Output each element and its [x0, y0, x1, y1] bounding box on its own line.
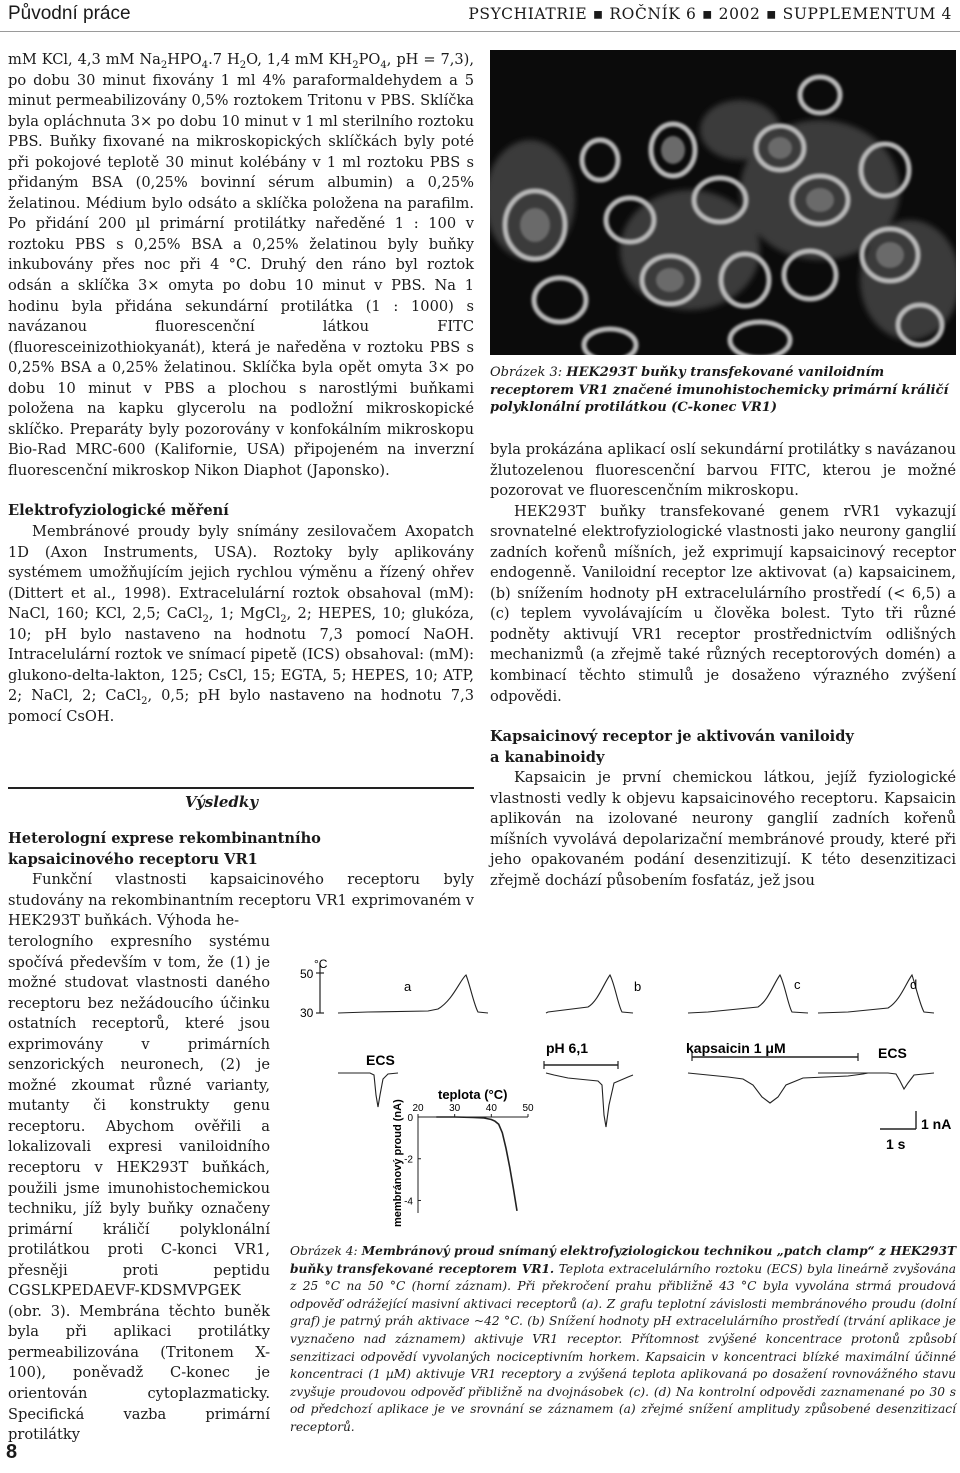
- figure3-caption: [490, 364, 956, 417]
- left-column-results: [8, 829, 474, 932]
- results-paragraph-1: Funkční vlastnosti kapsaicinového receptoru byly studovány na rekombinantním receptoru VR1 exprimovaném v HEK293T buňkách. Výhoda he-: [8, 871, 474, 930]
- heading-kapsaicinovy-1: Kapsaicinový receptor je aktivován vaniloidy: [490, 728, 854, 746]
- heading-elektrofyziologie: Elektrofyziologické měření: [8, 502, 229, 520]
- right-paragraph-2: HEK293T buňky transfekované genem rVR1 vykazují srovnatelné elektrofyziologické vlastnosti jako neurony ganglií zadních kořenů míšních, jež exprimují kapsaicinový receptor endogenně. Vaniloidní receptor lze aktivovat (a) kapsaicinem, (b) snížením hodnoty pH extracelulárního prostředí (< 6,5) a (c) teplem vyvolávajícím u člověka bolest. Tyto tři různé podněty aktivují VR1 receptor prostřednictvím odlišných mechanizmů (a zřejmě také různých receptorových domén) a kombinací těchto stimulů je dosaženo výrazného zvýšení odpovědi.: [490, 502, 956, 705]
- right-paragraph-1: byla prokázána aplikací oslí sekundární protilátky s navázanou žlutozelenou fluorescenční barvou FITC, kterou je možné pozorovat ve fluorescenčním mikroskopu.: [490, 441, 956, 500]
- heading-heterologni-1: Heterologní exprese rekombinantního: [8, 830, 321, 847]
- heading-kapsaicinovy-2: a kanabinoidy: [490, 748, 605, 766]
- inset-xtick-label-1: 30: [449, 1103, 461, 1114]
- current-trace-c: [688, 1073, 868, 1103]
- heading-heterologni-2: kapsaicinového receptoru VR1: [8, 850, 258, 868]
- figure3-caption-label: Obrázek 3:: [490, 365, 563, 380]
- figure4-caption-label: Obrázek 4:: [290, 1244, 358, 1258]
- inset-series-line-0: [436, 1117, 517, 1211]
- scale-label-time: 1 s: [886, 1136, 906, 1152]
- inset-xtick-label-2: 40: [485, 1103, 497, 1114]
- inset-ytick-label-0: 0: [407, 1113, 413, 1124]
- label-ecs-2: ECS: [878, 1045, 907, 1061]
- header-divider: [0, 31, 960, 32]
- label-ecs-1: ECS: [366, 1052, 395, 1068]
- temp-trace-b: [546, 975, 633, 1013]
- methods-paragraph: mM KCl, 4,3 mM $Na_2HPO_4.7$ $H_2O$, 1,4 mM $KH_2PO_4$, pH = 7,3), po dobu 30 minut fixovány 1 ml 4% paraformaldehydem a 5 minut permeabilizovány 0,5% roztokem Tritonu v PBS. Sklíčka byla opláchnuta 3× po dobu 10 minut v 1 ml sterilního roztoku PBS. Buňky fixované na mikroskopických sklíčkách byly poté při pokojové teplotě 30 minut kolébány v 1 ml roztoku PBS s přidaným BSA (0,25% bovinní sérum albumin) a 0,25% želatinou. Médium bylo odsáto a sklíčka položena na parafilm. Po přidání 200 µl primární protilátky naředěné 1 : 100 v roztoku PBS s 0,25% BSA a 0,25% želatinou byly buňky inkubovány přes noc při 4 °C. Druhý den ráno byl roztok odsán a sklíčka 3× omyta po dobu 10 minut v PBS. Na 1 hodinu byla přidána sekundární protilátka (1 : 1000) s navázanou fluorescenční látkou FITC (fluoresceinizothiokyanát), která je naředěna v roztoku PBS s 0,25% BSA a 0,25% želatinou. Sklíčka byla opět omyta 3× po dobu 10 minut v PBS a plochou s narostlými buňkami položena na kapku glycerolu na podložní mikroskopické sklíčko. Preparáty byly pozorovány v konfokálním mikroskopu Bio-Rad MRC-600 (Kalifornie, USA) připojeném na inverzní fluorescenční mikroskop Nikon Diaphot (Japonsko).: [8, 51, 475, 479]
- inset-ytick-label-1: -2: [404, 1154, 413, 1166]
- left-column-narrow: [8, 932, 270, 1446]
- temp-label-50: 50: [300, 967, 314, 981]
- results-paragraph-2: terologního expresního systému spočívá především v tom, že (1) je možné studovat vlastnosti daného receptoru bez nežádoucího účinku ostatních receptorů, které jsou exprimovány v primárních senzorických neuronech, (2) je možné zkoumat různé varianty, mutanty či konstrukty genu receptoru. Abychom ověřili a lokalizovali expresi vaniloidního receptoru v HEK293T buňkách, použili jsme imunohistochemickou techniku, jíž byly buňky označeny primární králičí polyklonální protilátkou proti C-konci VR1, přesněji proti peptidu CGSLKPEDAEVF-KDSMVPGEK (obr. 3). Membrána těchto buněk byla při aplikaci protilátky permeabilizována (Tritonem X-100), poněvadž C-konec je orientován cytoplazmaticky. Specifická vazba primární protilátky: [8, 933, 270, 1444]
- right-paragraph-3: Kapsaicin je první chemickou látkou, jejíž fyziologické vlastnosti vedly k objevu kapsaicinového receptoru. Kapsaicin aplikován na izolované neurony ganglií zadních kořenů míšních vyvolává depolarizační membránové proudy, které při jeho opakovaném podání desenzitizují. K této desenzitizaci zřejmě dochází působením fosfatáz, jež jsou: [490, 769, 956, 889]
- inset-chart: [392, 1087, 534, 1227]
- trace-label-d: d: [910, 977, 918, 992]
- trace-label-b: b: [634, 979, 642, 994]
- scale-label-current: 1 nA: [921, 1116, 952, 1132]
- figure3-caption-bold: HEK293T buňky transfekované vaniloidním receptorem VR1 značené imunohistochemicky primární králičí polyklonální protilátkou (C-konec VR1): [490, 365, 949, 415]
- label-kapsaicin: kapsaicin 1 μM: [686, 1040, 786, 1056]
- results-rule: [8, 787, 474, 789]
- figure3-micrograph: [490, 50, 956, 355]
- trace-label-c: c: [794, 977, 801, 992]
- inset-xtick-label-0: 20: [412, 1103, 424, 1114]
- temp-trace-a: [338, 975, 488, 1013]
- trace-label-a: a: [404, 979, 412, 994]
- temp-label-30: 30: [300, 1006, 314, 1020]
- current-trace-b: [546, 1073, 633, 1127]
- temp-trace-c: [688, 975, 808, 1013]
- figure4-caption-text: Teplota extracelulárního roztoku (ECS) byla lineárně zvyšována z 25 °C na 50 °C (horní záznam). Při překročení prahu přibližně 43 °C byla vyvolána strmá proudová odpověď odrážející masivní aktivaci receptorů (a). Z grafu teplotní závislosti membránového proudu (dolní graf) je patrný práh aktivace ~42 °C. (b) Snížení hodnoty pH extracelulárního prostředí (trvání aplikace je vyznačeno nad záznamem) aktivuje VR1 receptor. Přítomnost zvýšené koncentrace protonů způsobí senzitizaci odpovědí vyvolaných nociceptivním horkem. Kapsaicin v koncentraci blízké maximální účinné koncentraci (1 µM) aktivuje VR1 receptory a zvýšená teplota aplikovaná po dosažení rovnovážného stavu zvyšuje proudovou odpověď přibližně na dvojnásobek (c). (d) Na kontrolní odpovědi zaznamenané po 30 s od předchozí aplikace je ve srovnání se záznamem (a) zřejmé snížení amplitudy způsobené desenzitizací receptorů.: [290, 1261, 957, 1434]
- inset-ylabel: membránový proud (nA): [392, 1099, 404, 1227]
- right-column: [490, 440, 956, 891]
- current-trace-d: [818, 1073, 934, 1089]
- inset-title: teplota (°C): [438, 1087, 508, 1102]
- heading-vysledky: Výsledky: [185, 793, 259, 811]
- micrograph-image: [490, 50, 956, 355]
- inset-xtick-label-3: 50: [522, 1103, 534, 1114]
- temp-label-unit: °C: [314, 957, 328, 971]
- figure4-traces: [288, 945, 958, 1235]
- label-ph: pH 6,1: [546, 1040, 589, 1056]
- current-trace-a: [338, 1073, 398, 1107]
- header-journal: PSYCHIATRIE ▪ ROČNÍK 6 ▪ 2002 ▪ SUPPLEMENTUM 4: [468, 5, 952, 23]
- left-column-top: [8, 50, 474, 728]
- electrophysiology-paragraph: Membránové proudy byly snímány zesilovačem Axopatch 1D (Axon Instruments, USA). Roztoky byly aplikovány systémem umožňujícím jejich rychlou výměnu a řízený ohřev (Dittert et al., 1998). Extracelulární roztok obsahoval (mM): NaCl, 160; KCl, 2,5; CaCl$_2$, 1; MgCl$_2$, 2; HEPES, 10; glukóza, 10; pH bylo nastaveno na hodnotu 7,3 pomocí NaOH. Intracelulární roztok ve snímací pipetě (ICS) obsahoval: (mM): glukono-delta-lakton, 125; CsCl, 15; EGTA, 5; HEPES, 10; ATP, 2; NaCl, 2; CaCl$_2$, 0,5; pH bylo nastaveno na hodnotu 7,3 pomocí CsOH.: [8, 523, 474, 725]
- inset-ytick-label-2: -4: [404, 1196, 413, 1208]
- figure4-caption: [290, 1243, 956, 1437]
- header-section: Původní práce: [8, 3, 131, 24]
- page-number: 8: [6, 1441, 18, 1463]
- figure4-caption-bold: Membránový proud snímaný elektrofyziologickou technikou „patch clamp“ z HEK293T buňky transfekované receptorem VR1.: [290, 1244, 957, 1276]
